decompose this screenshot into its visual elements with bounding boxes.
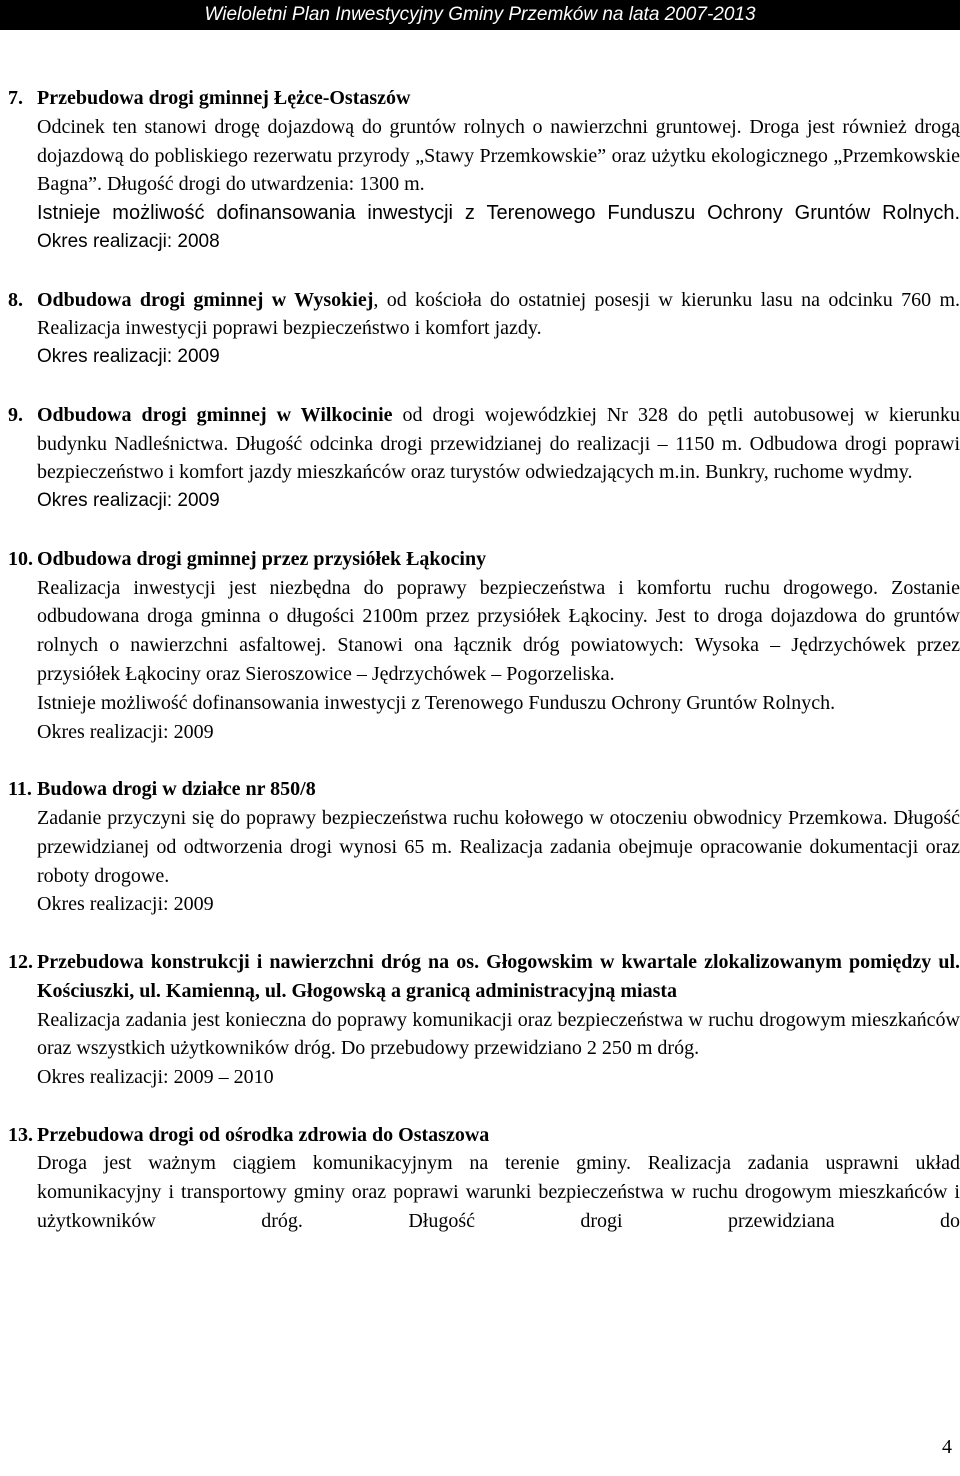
item-number: 12.	[8, 950, 33, 973]
item-title: Odbudowa drogi gminnej w Wilkocinie	[37, 403, 393, 426]
item-description: , od kościoła do ostatniej posesji w kierunku lasu na odcinku 760 m. Realizacja inwestycji poprawi bezpieczeństwo i komfort jazdy.	[37, 288, 960, 340]
item-period: Okres realizacji: 2009	[37, 720, 214, 743]
item-title: Budowa drogi w działce nr 850/8	[37, 778, 316, 801]
page-number: 4	[942, 1436, 952, 1458]
item-period: Okres realizacji: 2009	[37, 490, 220, 512]
item-number: 10.	[8, 547, 33, 570]
item-title: Przebudowa drogi gminnej Łężce-Ostaszów	[37, 87, 411, 109]
item-period: Okres realizacji: 2009	[37, 893, 214, 916]
item-funding-note: Istnieje możliwość dofinansowania inwestycji z Terenowego Funduszu Ochrony Gruntów Rolnych.	[37, 691, 836, 714]
list-item	[8, 1121, 958, 1236]
document-header	[0, 0, 960, 30]
item-title: Przebudowa konstrukcji i nawierzchni dróg na os. Głogowskim w kwartale zlokalizowanym pomiędzy ul. Kościuszki, ul. Kamienną, ul. Głogowską a granicą administracyjną miasta	[37, 950, 960, 1002]
list-item	[8, 401, 958, 516]
list-item	[8, 84, 958, 257]
item-title: Odbudowa drogi gminnej w Wysokiej	[37, 288, 374, 311]
document-body	[8, 84, 958, 1236]
list-item	[8, 286, 958, 372]
item-number: 8.	[8, 288, 23, 311]
item-description: Odcinek ten stanowi drogę dojazdową do gruntów rolnych o nawierzchni gruntowej. Droga jest również drogą dojazdową do pobliskiego rezerwatu przyrody „Stawy Przemkowskie” oraz użytku ekologicznego „Przemkowskie Bagna”. Długość drogi do utwardzenia: 1300 m.	[37, 115, 960, 196]
item-description: Realizacja inwestycji jest niezbędna do poprawy bezpieczeństwa i komfortu ruchu drogowego. Zostanie odbudowana droga gminna o długości 2100m przez przysiółek Łąkociny. Jest to droga dojazdowa do gruntów rolnych o nawierzchni asfaltowej. Stanowi ona łącznik dróg powiatowych: Wysoka – Jędrzychówek przez przysiółek Łąkociny oraz Sieroszowice – Jędrzychówek – Pogorzeliska.	[37, 576, 960, 685]
item-number: 7.	[8, 87, 23, 109]
item-period: Okres realizacji: 2008	[37, 230, 220, 252]
item-funding-note: Istnieje możliwość dofinansowania inwestycji z Terenowego Funduszu Ochrony Gruntów Rolnych.	[37, 202, 960, 225]
item-period: Okres realizacji: 2009 – 2010	[37, 1066, 274, 1089]
item-number: 11.	[8, 778, 32, 801]
item-number: 9.	[8, 403, 23, 426]
item-description: Zadanie przyczyni się do poprawy bezpieczeństwa ruchu kołowego w otoczeniu obwodnicy Przemkowa. Długość przewidzianej od odtworzenia drogi wynosi 65 m. Realizacja zadania obejmuje opracowanie dokumentacji oraz roboty drogowe.	[37, 806, 960, 887]
item-title: Odbudowa drogi gminnej przez przysiółek Łąkociny	[37, 547, 487, 570]
item-description: od drogi wojewódzkiej Nr 328 do pętli autobusowej w kierunku budynku Nadleśnictwa. Długość odcinka drogi przewidzianej do realizacji – 1150 m. Odbudowa drogi poprawi bezpieczeństwo i komfort jazdy mieszkańców oraz turystów odwiedzających m.in. Bunkry, ruchome wydmy.	[37, 403, 960, 484]
item-number: 13.	[8, 1123, 33, 1146]
list-item	[8, 545, 958, 747]
list-item	[8, 948, 958, 1092]
item-title: Przebudowa drogi od ośrodka zdrowia do Ostaszowa	[37, 1123, 490, 1146]
item-description: Droga jest ważnym ciągiem komunikacyjnym na terenie gminy. Realizacja zadania usprawni układ komunikacyjny i transportowy gminy oraz poprawi warunki bezpieczeństwa w ruchu drogowym mieszkańców i użytkowników dróg. Długość drogi przewidziana do	[37, 1152, 960, 1233]
item-period: Okres realizacji: 2009	[37, 346, 220, 368]
header-title: Wieloletni Plan Inwestycyjny Gminy Przemków na lata 2007-2013	[204, 4, 756, 25]
list-item	[8, 775, 958, 919]
item-description: Realizacja zadania jest konieczna do poprawy komunikacji oraz bezpieczeństwa w ruchu drogowym mieszkańców oraz wszystkich użytkowników dróg. Do przebudowy przewidziano 2 250 m dróg.	[37, 1008, 960, 1060]
